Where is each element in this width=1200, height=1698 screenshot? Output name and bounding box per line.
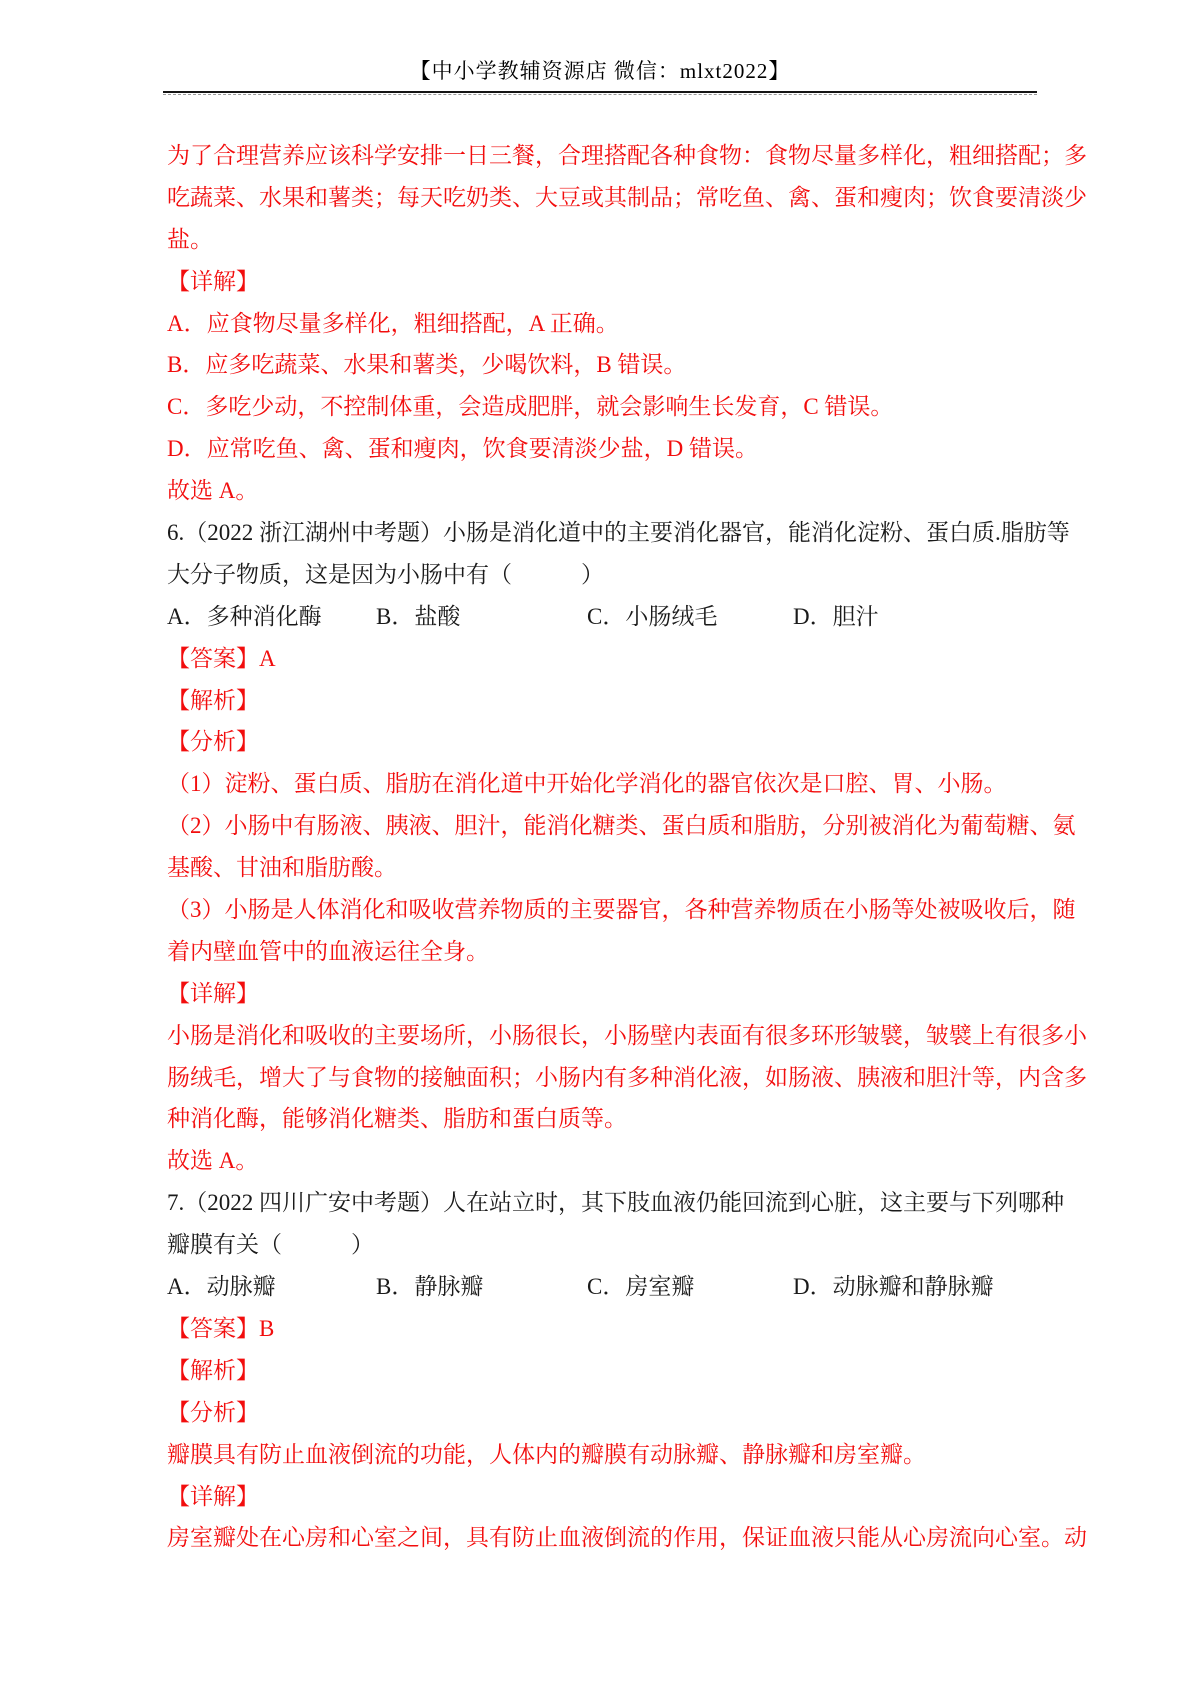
conclusion-line: 故选 A。 [167, 1148, 259, 1174]
analysis-line: 着内壁血管中的血液运往全身。 [167, 938, 489, 964]
detail-line: 肠绒毛，增大了与食物的接触面积；小肠内有多种消化液，如肠液、胰液和胆汁等，内含多 [167, 1064, 1087, 1090]
header-title: 【中小学教辅资源店 微信：mlxt2022】 [409, 59, 791, 83]
answer-line: 【答案】B [167, 1315, 275, 1341]
jiexi-label: 【解析】 [167, 1357, 259, 1383]
analysis-line: 瓣膜具有防止血液倒流的功能，人体内的瓣膜有动脉瓣、静脉瓣和房室瓣。 [167, 1441, 926, 1467]
question-6-option-a: A．多种消化酶 [167, 603, 322, 629]
question-6-stem: 大分子物质，这是因为小肠中有（ ） [167, 561, 604, 587]
question-7-option-d: D．动脉瓣和静脉瓣 [793, 1274, 994, 1300]
question-7-option-a: A．动脉瓣 [167, 1274, 276, 1300]
question-6-option-c: C．小肠绒毛 [587, 603, 718, 629]
knowledge-line: 盐。 [167, 226, 213, 252]
question-7-option-b: B．静脉瓣 [376, 1274, 484, 1300]
knowledge-line: 吃蔬菜、水果和薯类；每天吃奶类、大豆或其制品；常吃鱼、禽、蛋和瘦肉；饮食要清淡少 [167, 184, 1087, 210]
jiexi-label: 【解析】 [167, 687, 259, 713]
detail-item-b: B．应多吃蔬菜、水果和薯类，少喝饮料，B 错误。 [167, 352, 687, 378]
analysis-line: （1）淀粉、蛋白质、脂肪在消化道中开始化学消化的器官依次是口腔、胃、小肠。 [167, 771, 1007, 797]
question-6-option-d: D．胆汁 [793, 603, 879, 629]
fenxi-label: 【分析】 [167, 729, 259, 755]
detail-item-c: C．多吃少动，不控制体重，会造成肥胖，就会影响生长发育，C 错误。 [167, 394, 894, 420]
analysis-line: （2）小肠中有肠液、胰液、胆汁，能消化糖类、蛋白质和脂肪，分别被消化为葡萄糖、氨 [167, 813, 1076, 839]
detail-line: 小肠是消化和吸收的主要场所，小肠很长，小肠壁内表面有很多环形皱襞，皱襞上有很多小 [167, 1022, 1087, 1048]
question-7-stem: 瓣膜有关（ ） [167, 1232, 374, 1258]
question-7-options-row [167, 1266, 1035, 1308]
answer-line: 【答案】A [167, 645, 276, 671]
document-body [167, 135, 1087, 1559]
detail-item-a: A．应食物尽量多样化，粗细搭配，A 正确。 [167, 310, 619, 336]
question-6-stem: 6.（2022 浙江湖州中考题）小肠是消化道中的主要消化器官，能消化淀粉、蛋白质.脂肪等 [167, 520, 1070, 546]
question-7-stem: 7.（2022 四川广安中考题）人在站立时，其下肢血液仍能回流到心脏，这主要与下列哪种 [167, 1190, 1064, 1216]
question-6-option-b: B．盐酸 [376, 603, 461, 629]
conclusion-line: 故选 A。 [167, 478, 259, 504]
knowledge-line: 为了合理营养应该科学安排一日三餐，合理搭配各种食物：食物尽量多样化，粗细搭配；多 [167, 143, 1087, 168]
detail-label: 【详解】 [167, 980, 259, 1006]
question-7-option-c: C．房室瓣 [587, 1274, 695, 1300]
analysis-line: 基酸、甘油和脂肪酸。 [167, 855, 397, 881]
detail-label: 【详解】 [167, 1483, 259, 1509]
detail-line: 种消化酶，能够消化糖类、脂肪和蛋白质等。 [167, 1106, 627, 1132]
header-divider [163, 91, 1037, 95]
detail-line: 房室瓣处在心房和心室之间，具有防止血液倒流的作用，保证血液只能从心房流向心室。动 [167, 1525, 1087, 1551]
detail-item-d: D．应常吃鱼、禽、蛋和瘦肉，饮食要清淡少盐，D 错误。 [167, 436, 758, 462]
question-6-options-row [167, 596, 1035, 638]
fenxi-label: 【分析】 [167, 1399, 259, 1425]
detail-label: 【详解】 [167, 268, 259, 294]
page-header [0, 0, 1200, 95]
analysis-line: （3）小肠是人体消化和吸收营养物质的主要器官，各种营养物质在小肠等处被吸收后，随 [167, 897, 1076, 923]
